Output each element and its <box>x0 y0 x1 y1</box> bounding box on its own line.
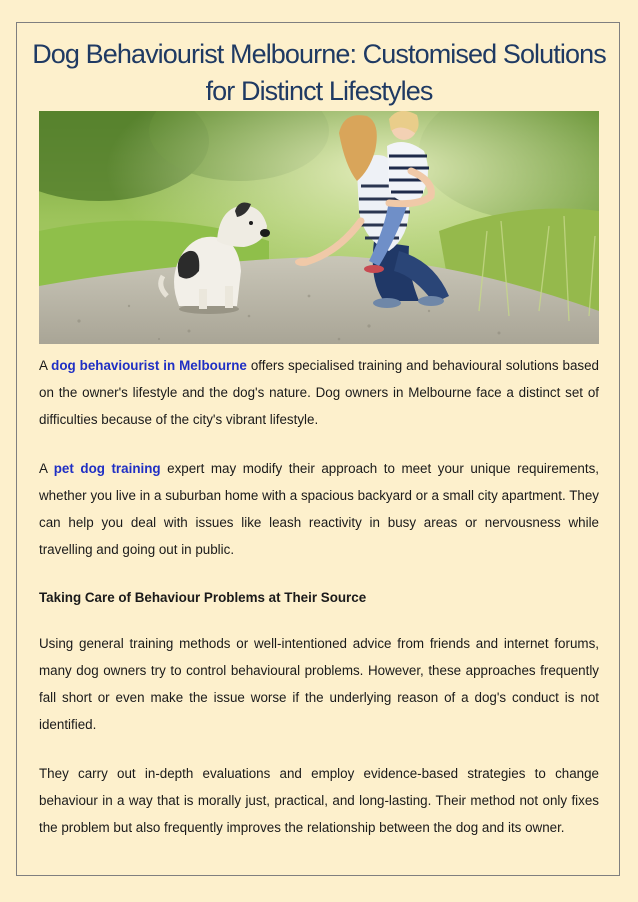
intro-suffix: offers specialised training and behavioural solutions based on the owner's lifestyle and the dog's nature. Dog owners in Melbourne face a distinct set of difficulties because of the city's vibrant lifestyle. <box>39 358 599 427</box>
intro-paragraph <box>39 352 599 433</box>
pet-dog-training-link[interactable]: pet dog training <box>53 461 161 476</box>
problems-paragraph: Using general training methods or well-intentioned advice from friends and internet forums, many dog owners try to control behavioural problems. However, these approaches frequently fall short or even make the issue worse if the underlying reason of a dog's conduct is not identified. <box>39 636 599 732</box>
intro-prefix: A <box>39 358 52 373</box>
dog-behaviourist-link[interactable]: dog behaviourist in Melbourne <box>51 358 247 373</box>
method-paragraph: They carry out in-depth evaluations and employ evidence-based strategies to change behaviour in a way that is morally just, practical, and long-lasting. Their method not only fixes the problem but also frequently improves the relationship between the dog and its owner. <box>39 766 599 835</box>
training-paragraph <box>39 455 599 563</box>
page-title: Dog Behaviourist Melbourne: Customised Solutions for Distinct Lifestyles <box>32 39 606 106</box>
hero-image <box>39 111 599 344</box>
training-suffix: expert may modify their approach to meet your unique requirements, whether you live in a suburban home with a spacious backyard or a small city apartment. They can help you deal with issues like leash reactivity in busy areas or nervousness while travelling and going out in public. <box>39 461 599 557</box>
section-heading: Taking Care of Behaviour Problems at Their Source <box>39 590 367 605</box>
training-prefix: A <box>39 461 54 476</box>
